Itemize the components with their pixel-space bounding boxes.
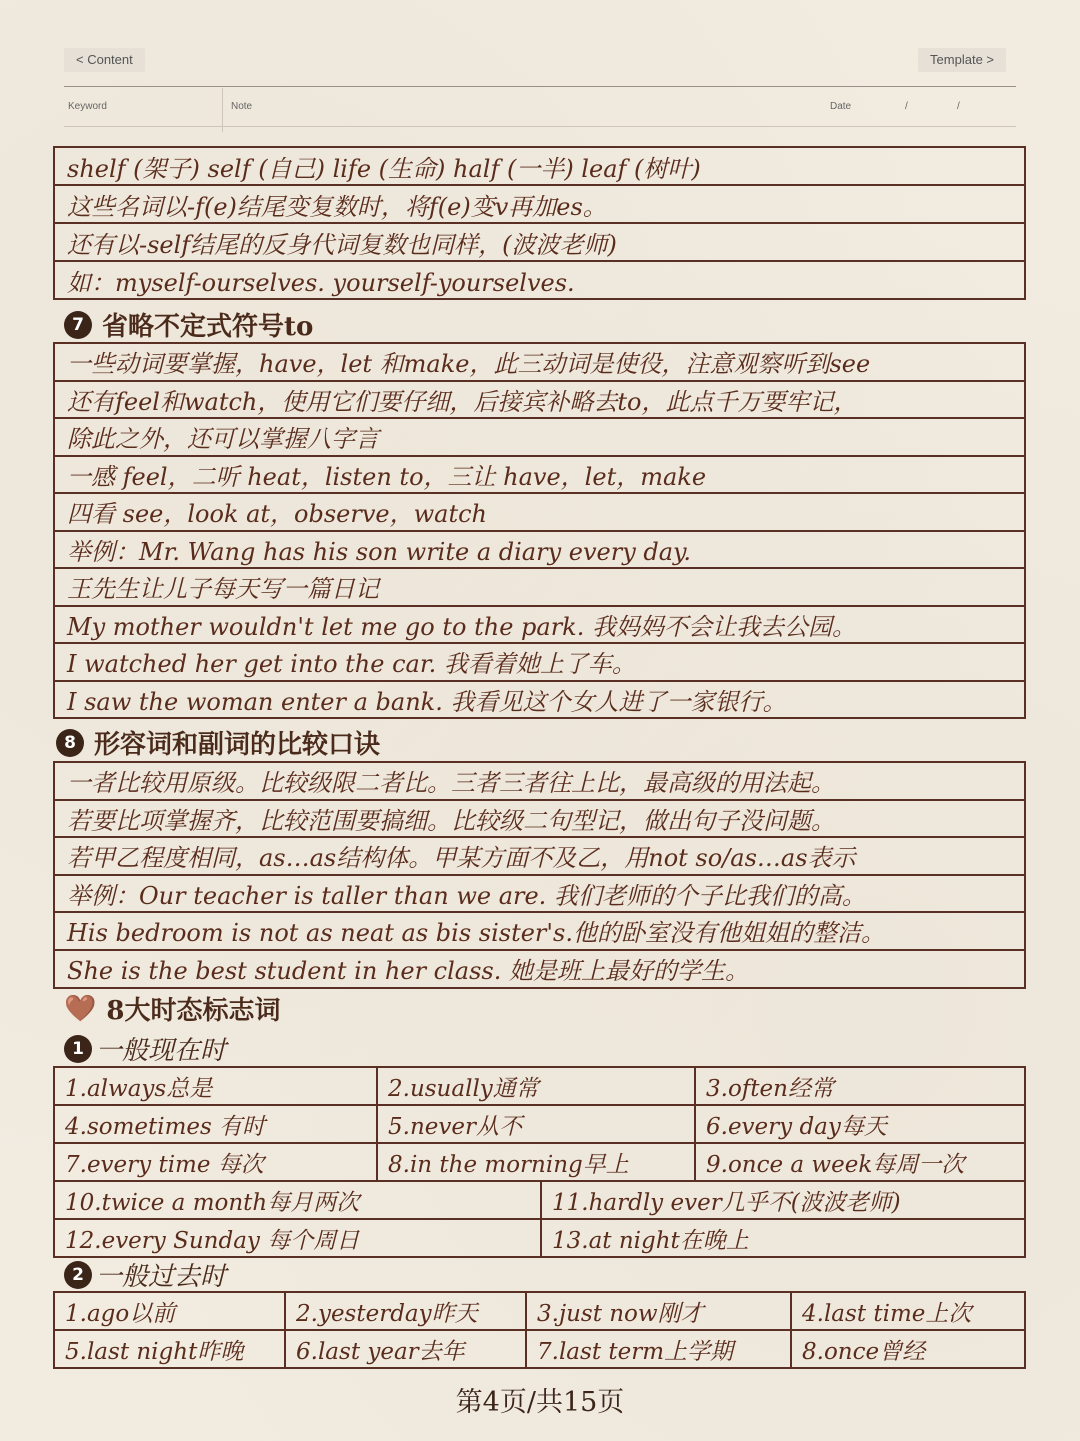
table-row: 除此之外，还可以掌握八字言 [55,419,1024,457]
heart-icon: 🤎 [64,993,97,1024]
infinitive-table [53,342,1026,719]
present-tense-heading [64,1030,226,1067]
section-title: 省略不定式符号to [102,312,314,342]
date-separator: / [957,101,960,112]
grid-row [55,1182,1024,1220]
note-label: Note [231,101,253,112]
table-row: She is the best student in her class. 她是班上最好的学生。 [67,957,749,985]
grid-row [55,1220,1024,1256]
section-8-heading [56,724,380,761]
date-label: Date [830,101,852,112]
table-row: 若甲乙程度相同，as…as结构体。甲某方面不及乙，用not so/as…as表示 [55,838,1024,876]
table-row: I saw the woman enter a bank. 我看见这个女人进了一家银行。 [67,687,787,716]
section-title: 8大时态标志词 [106,996,281,1026]
table-row: I watched her get into the car. 我看着她上了车。 [55,644,1024,682]
table-row: His bedroom is not as neat as bis sister's.他的卧室没有他姐姐的整洁。 [55,913,1024,951]
header-rule-top [64,86,1016,87]
grid-cell: 13.at night在晚上 [552,1227,749,1254]
plural-rules-table [53,146,1026,300]
grid-cell: 1.always总是 [55,1068,378,1104]
table-row: 如：myself-ourselves. yourself-yourselves. [67,268,575,297]
table-row: 一些动词要掌握，have，let 和make，此三动词是使役，注意观察听到see [55,344,1024,382]
grid-cell: 6.every day每天 [706,1113,887,1140]
present-tense-grid [53,1066,1026,1258]
past-tense-grid [53,1291,1026,1369]
table-row: 这些名词以-f(e)结尾变复数时，将f(e)变v再加es。 [55,186,1024,224]
section-7-heading [64,306,313,343]
grid-cell: 12.every Sunday 每个周日 [55,1220,542,1256]
number-badge-icon: 2 [64,1261,92,1289]
header-divider [222,88,223,132]
table-row: 还有以-self结尾的反身代词复数也同样，(波波老师) [55,224,1024,262]
table-row: 一者比较用原级。比较级限二者比。三者三者往上比，最高级的用法起。 [55,763,1024,801]
content-nav-button[interactable]: < Content [64,48,145,72]
grid-cell: 7.last term上学期 [527,1331,792,1367]
grid-cell: 4.last time上次 [802,1300,972,1327]
subsection-title: 一般现在时 [96,1036,227,1066]
past-tense-heading [64,1256,226,1293]
section-title: 形容词和副词的比较口诀 [94,730,381,760]
table-row: 四看 see，look at，observe，watch [55,494,1024,532]
date-separator: / [905,101,908,112]
grid-cell: 8.in the morning早上 [378,1144,696,1180]
grid-cell: 3.often经常 [706,1075,834,1102]
table-row: 还有feel和watch，使用它们要仔细，后接宾补略去to，此点千万要牢记， [55,382,1024,420]
grid-row [55,1144,1024,1182]
grid-cell: 3.just now刚才 [527,1293,792,1329]
grid-cell: 5.never从不 [378,1106,696,1142]
grid-cell: 10.twice a month每月两次 [55,1182,542,1218]
number-badge-icon: 1 [64,1035,92,1063]
grid-cell: 1.ago以前 [55,1293,286,1329]
grid-cell: 2.usually通常 [378,1068,696,1104]
subsection-title: 一般过去时 [96,1262,227,1292]
grid-cell: 2.yesterday昨天 [286,1293,527,1329]
grid-cell: 5.last night昨晚 [55,1331,286,1367]
table-row: 若要比项掌握齐，比较范围要搞细。比较级二句型记，做出句子没问题。 [55,801,1024,839]
grid-cell: 11.hardly ever几乎不(波波老师) [552,1189,901,1216]
grid-cell: 6.last year去年 [286,1331,527,1367]
template-nav-button[interactable]: Template > [918,48,1006,72]
grid-cell: 4.sometimes 有时 [55,1106,378,1142]
tenses-heading [64,990,280,1027]
grid-row [55,1331,1024,1367]
grid-cell: 7.every time 每次 [55,1144,378,1180]
number-badge-icon: 7 [64,311,92,339]
table-row: My mother wouldn't let me go to the park. 我妈妈不会让我去公园。 [55,607,1024,645]
page-number: 第4页/共15页 [455,1387,625,1418]
table-row: 举例：Mr. Wang has his son write a diary every day. [55,532,1024,570]
keyword-label: Keyword [68,101,107,112]
header-rule-bottom [64,126,1016,127]
table-row: 王先生让儿子每天写一篇日记 [55,569,1024,607]
table-row: 一感 feel，二听 heat，listen to，三让 have，let，make [55,457,1024,495]
grid-row [55,1293,1024,1331]
number-badge-icon: 8 [56,729,84,757]
grid-row [55,1106,1024,1144]
table-row: 举例：Our teacher is taller than we are. 我们老师的个子比我们的高。 [55,876,1024,914]
table-row: shelf (架子) self (自己) life (生命) half (一半) leaf (树叶) [55,148,1024,186]
grid-cell: 8.once曾经 [802,1338,926,1365]
grid-row [55,1068,1024,1106]
comparison-table [53,761,1026,989]
grid-cell: 9.once a week每周一次 [706,1151,965,1178]
